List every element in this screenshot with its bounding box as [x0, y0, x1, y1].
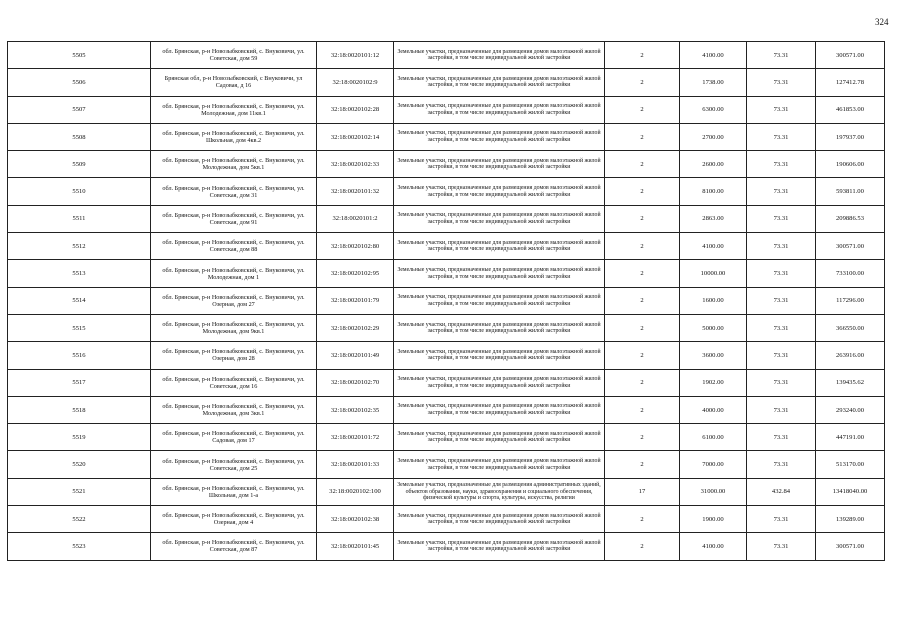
land-use-cell: Земельные участки, предназначенные для размещения домов малоэтажной жилой застройки, в том числе индивидуальной жилой застройки — [394, 178, 605, 205]
use-group-cell: 2 — [605, 342, 680, 369]
land-use-cell: Земельные участки, предназначенные для размещения домов малоэтажной жилой застройки, в том числе индивидуальной жилой застройки — [394, 506, 605, 533]
use-group-cell: 2 — [605, 178, 680, 205]
cadastral-value-cell: 447191.00 — [816, 424, 885, 451]
use-group-cell: 2 — [605, 506, 680, 533]
cadastral-value-cell: 513170.00 — [816, 451, 885, 478]
table-row — [8, 205, 885, 232]
cadastral-number-cell: 32:18:0020102:28 — [317, 96, 394, 123]
use-group-cell: 2 — [605, 396, 680, 423]
cadastral-number-cell: 32:18:0020102:70 — [317, 369, 394, 396]
use-group-cell: 2 — [605, 451, 680, 478]
area-cell: 2863.00 — [680, 205, 747, 232]
specific-value-cell: 73.31 — [747, 451, 816, 478]
cadastral-number-cell: 32:18:0020102:29 — [317, 314, 394, 341]
table-row — [8, 42, 885, 69]
address-cell: обл. Брянская, р-н Новозыбковский, с. Внуковичи, ул. Школьная, дом 1-а — [151, 478, 317, 505]
specific-value-cell: 73.31 — [747, 151, 816, 178]
row-number: 5511 — [8, 205, 151, 232]
table-row — [8, 506, 885, 533]
address-cell: Брянская обл, р-н Новозыбковский, с Внуковичи, ул Садовая, д 16 — [151, 69, 317, 96]
cadastral-number-cell: 32:18:0020102:14 — [317, 123, 394, 150]
cadastral-number-cell: 32:18:0020101:49 — [317, 342, 394, 369]
cadastral-number-cell: 32:18:0020101:12 — [317, 42, 394, 69]
row-number: 5522 — [8, 506, 151, 533]
address-cell: обл. Брянская, р-н Новозыбковский, с. Внуковичи, ул. Молодежная, дом 11кв.1 — [151, 96, 317, 123]
address-cell: обл. Брянская, р-н Новозыбковский, с. Внуковичи, ул. Молодежная, дом 5кв.1 — [151, 151, 317, 178]
cadastral-number-cell: 32:18:0020102:80 — [317, 233, 394, 260]
use-group-cell: 2 — [605, 205, 680, 232]
address-cell: обл. Брянская, р-н Новозыбковский, с. Внуковичи, ул. Советская, дом 16 — [151, 369, 317, 396]
cadastral-number-cell: 32:18:0020101:79 — [317, 287, 394, 314]
specific-value-cell: 73.31 — [747, 424, 816, 451]
land-use-cell: Земельные участки, предназначенные для размещения домов малоэтажной жилой застройки, в том числе индивидуальной жилой застройки — [394, 287, 605, 314]
use-group-cell: 2 — [605, 369, 680, 396]
specific-value-cell: 73.31 — [747, 260, 816, 287]
area-cell: 10000.00 — [680, 260, 747, 287]
area-cell: 1600.00 — [680, 287, 747, 314]
area-cell: 5000.00 — [680, 314, 747, 341]
cadastral-number-cell: 32:18:0020102:33 — [317, 151, 394, 178]
table-row — [8, 369, 885, 396]
row-number: 5519 — [8, 424, 151, 451]
specific-value-cell: 73.31 — [747, 205, 816, 232]
specific-value-cell: 73.31 — [747, 314, 816, 341]
cadastral-value-cell: 293240.00 — [816, 396, 885, 423]
address-cell: обл. Брянская, р-н Новозыбковский, с. Внуковичи, ул. Советская, дом 91 — [151, 205, 317, 232]
specific-value-cell: 73.31 — [747, 69, 816, 96]
row-number: 5508 — [8, 123, 151, 150]
row-number: 5512 — [8, 233, 151, 260]
specific-value-cell: 73.31 — [747, 533, 816, 560]
row-number: 5505 — [8, 42, 151, 69]
row-number: 5515 — [8, 314, 151, 341]
cadastral-value-cell: 263916.00 — [816, 342, 885, 369]
address-cell: обл. Брянская, р-н Новозыбковский, с. Внуковичи, ул. Советская, дом 88 — [151, 233, 317, 260]
row-number: 5523 — [8, 533, 151, 560]
table-row — [8, 123, 885, 150]
land-use-cell: Земельные участки, предназначенные для размещения домов малоэтажной жилой застройки, в том числе индивидуальной жилой застройки — [394, 396, 605, 423]
land-use-cell: Земельные участки, предназначенные для размещения домов малоэтажной жилой застройки, в том числе индивидуальной жилой застройки — [394, 123, 605, 150]
land-use-cell: Земельные участки, предназначенные для размещения домов малоэтажной жилой застройки, в том числе индивидуальной жилой застройки — [394, 424, 605, 451]
specific-value-cell: 73.31 — [747, 342, 816, 369]
land-use-cell: Земельные участки, предназначенные для размещения домов малоэтажной жилой застройки, в том числе индивидуальной жилой застройки — [394, 451, 605, 478]
land-use-cell: Земельные участки, предназначенные для размещения домов малоэтажной жилой застройки, в том числе индивидуальной жилой застройки — [394, 342, 605, 369]
row-number: 5518 — [8, 396, 151, 423]
specific-value-cell: 73.31 — [747, 396, 816, 423]
cadastral-value-cell: 300571.00 — [816, 233, 885, 260]
use-group-cell: 2 — [605, 233, 680, 260]
cadastral-number-cell: 32:18:0020101:72 — [317, 424, 394, 451]
row-number: 5513 — [8, 260, 151, 287]
table-row — [8, 178, 885, 205]
land-use-cell: Земельные участки, предназначенные для размещения домов малоэтажной жилой застройки, в том числе индивидуальной жилой застройки — [394, 260, 605, 287]
table-row — [8, 233, 885, 260]
table-row — [8, 314, 885, 341]
land-use-cell: Земельные участки, предназначенные для размещения домов малоэтажной жилой застройки, в том числе индивидуальной жилой застройки — [394, 233, 605, 260]
cadastral-value-cell: 300571.00 — [816, 533, 885, 560]
use-group-cell: 2 — [605, 424, 680, 451]
row-number: 5509 — [8, 151, 151, 178]
cadastral-value-table — [7, 41, 885, 561]
area-cell: 3600.00 — [680, 342, 747, 369]
land-use-cell: Земельные участки, предназначенные для размещения домов малоэтажной жилой застройки, в том числе индивидуальной жилой застройки — [394, 96, 605, 123]
row-number: 5514 — [8, 287, 151, 314]
specific-value-cell: 73.31 — [747, 42, 816, 69]
land-use-cell: Земельные участки, предназначенные для размещения административных зданий, объектов образования, науки, здравоохранения и социального обеспечения, физической культуры и спорта, культуры, искусства, религии — [394, 478, 605, 505]
specific-value-cell: 432.84 — [747, 478, 816, 505]
table-row — [8, 342, 885, 369]
row-number: 5510 — [8, 178, 151, 205]
cadastral-number-cell: 32:18:0020101:2 — [317, 205, 394, 232]
use-group-cell: 2 — [605, 533, 680, 560]
table-body — [8, 42, 885, 561]
table-row — [8, 424, 885, 451]
use-group-cell: 2 — [605, 96, 680, 123]
area-cell: 7000.00 — [680, 451, 747, 478]
land-use-cell: Земельные участки, предназначенные для размещения домов малоэтажной жилой застройки, в том числе индивидуальной жилой застройки — [394, 533, 605, 560]
table-row — [8, 151, 885, 178]
cadastral-value-cell: 139435.62 — [816, 369, 885, 396]
table-row — [8, 287, 885, 314]
land-use-cell: Земельные участки, предназначенные для размещения домов малоэтажной жилой застройки, в том числе индивидуальной жилой застройки — [394, 369, 605, 396]
area-cell: 2700.00 — [680, 123, 747, 150]
cadastral-value-cell: 733100.00 — [816, 260, 885, 287]
land-use-cell: Земельные участки, предназначенные для размещения домов малоэтажной жилой застройки, в том числе индивидуальной жилой застройки — [394, 69, 605, 96]
row-number: 5521 — [8, 478, 151, 505]
cadastral-number-cell: 32:18:0020101:33 — [317, 451, 394, 478]
table-row — [8, 260, 885, 287]
cadastral-value-cell: 139289.00 — [816, 506, 885, 533]
cadastral-number-cell: 32:18:0020101:45 — [317, 533, 394, 560]
land-use-cell: Земельные участки, предназначенные для размещения домов малоэтажной жилой застройки, в том числе индивидуальной жилой застройки — [394, 314, 605, 341]
address-cell: обл. Брянская, р-н Новозыбковский, с. Внуковичи, ул. Советская, дом 25 — [151, 451, 317, 478]
use-group-cell: 2 — [605, 151, 680, 178]
address-cell: обл. Брянская, р-н Новозыбковский, с. Внуковичи, ул. Озерная, дом 4 — [151, 506, 317, 533]
row-number: 5506 — [8, 69, 151, 96]
table-row — [8, 69, 885, 96]
area-cell: 6100.00 — [680, 424, 747, 451]
specific-value-cell: 73.31 — [747, 233, 816, 260]
specific-value-cell: 73.31 — [747, 506, 816, 533]
specific-value-cell: 73.31 — [747, 369, 816, 396]
cadastral-value-cell: 300571.00 — [816, 42, 885, 69]
address-cell: обл. Брянская, р-н Новозыбковский, с. Внуковичи, ул. Молодежная, дом 3кв.1 — [151, 396, 317, 423]
address-cell: обл. Брянская, р-н Новозыбковский, с. Внуковичи, ул. Молодежная, дом 1 — [151, 260, 317, 287]
table-row — [8, 451, 885, 478]
use-group-cell: 2 — [605, 69, 680, 96]
land-use-cell: Земельные участки, предназначенные для размещения домов малоэтажной жилой застройки, в том числе индивидуальной жилой застройки — [394, 205, 605, 232]
area-cell: 1902.00 — [680, 369, 747, 396]
cadastral-value-cell: 13418040.00 — [816, 478, 885, 505]
address-cell: обл. Брянская, р-н Новозыбковский, с. Внуковичи, ул. Советская, дом 31 — [151, 178, 317, 205]
area-cell: 4100.00 — [680, 533, 747, 560]
row-number: 5520 — [8, 451, 151, 478]
area-cell: 6300.00 — [680, 96, 747, 123]
page-number: 324 — [875, 17, 889, 27]
row-number: 5507 — [8, 96, 151, 123]
cadastral-number-cell: 32:18:0020102:38 — [317, 506, 394, 533]
address-cell: обл. Брянская, р-н Новозыбковский, с. Внуковичи, ул. Школьная, дом 4кв.2 — [151, 123, 317, 150]
address-cell: обл. Брянская, р-н Новозыбковский, с. Внуковичи, ул. Озерная, дом 27 — [151, 287, 317, 314]
address-cell: обл. Брянская, р-н Новозыбковский, с. Внуковичи, ул. Советская, дом 87 — [151, 533, 317, 560]
cadastral-value-cell: 366550.00 — [816, 314, 885, 341]
row-number: 5517 — [8, 369, 151, 396]
area-cell: 4100.00 — [680, 233, 747, 260]
address-cell: обл. Брянская, р-н Новозыбковский, с. Внуковичи, ул. Молодежная, дом 9кв.1 — [151, 314, 317, 341]
cadastral-value-cell: 117296.00 — [816, 287, 885, 314]
use-group-cell: 2 — [605, 123, 680, 150]
cadastral-value-cell: 593811.00 — [816, 178, 885, 205]
cadastral-number-cell: 32:18:0020102:95 — [317, 260, 394, 287]
cadastral-value-cell: 197937.00 — [816, 123, 885, 150]
cadastral-number-cell: 32:18:0020101:32 — [317, 178, 394, 205]
area-cell: 8100.00 — [680, 178, 747, 205]
area-cell: 2600.00 — [680, 151, 747, 178]
cadastral-value-cell: 127412.78 — [816, 69, 885, 96]
land-use-cell: Земельные участки, предназначенные для размещения домов малоэтажной жилой застройки, в том числе индивидуальной жилой застройки — [394, 42, 605, 69]
cadastral-number-cell: 32:18:0020102:35 — [317, 396, 394, 423]
cadastral-value-cell: 209886.53 — [816, 205, 885, 232]
table-row — [8, 533, 885, 560]
cadastral-number-cell: 32:18:0020102:9 — [317, 69, 394, 96]
row-number: 5516 — [8, 342, 151, 369]
use-group-cell: 2 — [605, 42, 680, 69]
area-cell: 1900.00 — [680, 506, 747, 533]
address-cell: обл. Брянская, р-н Новозыбковский, с. Внуковичи, ул. Озерная, дом 28 — [151, 342, 317, 369]
use-group-cell: 17 — [605, 478, 680, 505]
use-group-cell: 2 — [605, 260, 680, 287]
area-cell: 1738.00 — [680, 69, 747, 96]
land-use-cell: Земельные участки, предназначенные для размещения домов малоэтажной жилой застройки, в том числе индивидуальной жилой застройки — [394, 151, 605, 178]
cadastral-value-cell: 190606.00 — [816, 151, 885, 178]
area-cell: 4100.00 — [680, 42, 747, 69]
table-row — [8, 478, 885, 505]
cadastral-number-cell: 32:18:0020102:100 — [317, 478, 394, 505]
area-cell: 31000.00 — [680, 478, 747, 505]
use-group-cell: 2 — [605, 314, 680, 341]
address-cell: обл. Брянская, р-н Новозыбковский, с. Внуковичи, ул. Советская, дом 59 — [151, 42, 317, 69]
specific-value-cell: 73.31 — [747, 287, 816, 314]
table-row — [8, 96, 885, 123]
table-row — [8, 396, 885, 423]
area-cell: 4000.00 — [680, 396, 747, 423]
specific-value-cell: 73.31 — [747, 96, 816, 123]
address-cell: обл. Брянская, р-н Новозыбковский, с. Внуковичи, ул. Садовая, дом 17 — [151, 424, 317, 451]
specific-value-cell: 73.31 — [747, 178, 816, 205]
cadastral-value-cell: 461853.00 — [816, 96, 885, 123]
specific-value-cell: 73.31 — [747, 123, 816, 150]
use-group-cell: 2 — [605, 287, 680, 314]
